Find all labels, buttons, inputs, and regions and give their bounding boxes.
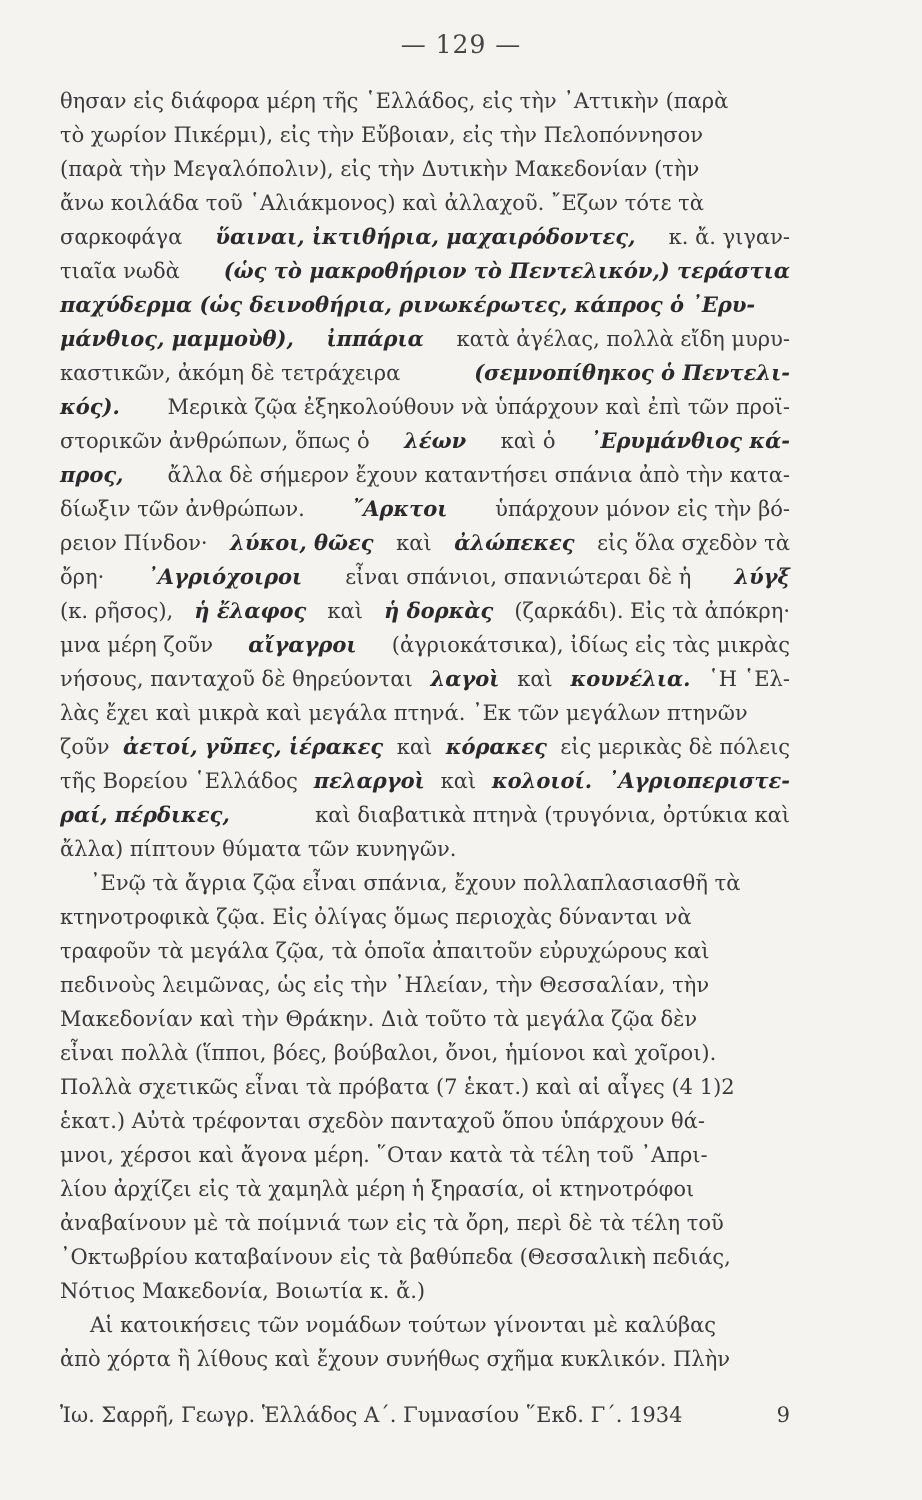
text-segment: (κ. ρῆσος), (60, 599, 174, 623)
text-line (60, 84, 790, 118)
text-segment: Μακεδονίαν καὶ τὴν Θράκην. Διὰ τοῦτο τὰ μεγάλα ζῷα δὲν (60, 1007, 698, 1031)
text-line (60, 186, 790, 220)
text-segment: εἶναι πολλὰ (ἵπποι, βόες, βούβαλοι, ὄνοι, ἡμίονοι καὶ χοῖροι). (60, 1041, 717, 1065)
text-segment: ὑπάρχουν μόνον εἰς τὴν βό- (495, 497, 790, 521)
text-segment: καὶ (440, 769, 477, 793)
text-line (60, 1308, 790, 1342)
text-segment: ἄλλα δὲ σήμερον ἔχουν καταντήσει σπάνια ἀπὸ τὴν κατα- (167, 463, 790, 487)
text-line (60, 696, 790, 730)
bold-term: λύγξ (734, 564, 790, 589)
text-segment: Πολλὰ σχετικῶς εἶναι τὰ πρόβατα (7 ἑκατ.) καὶ αἱ αἶγες (4 1)2 (60, 1075, 735, 1099)
text-segment: (παρὰ τὴν Μεγαλόπολιν), εἰς τὴν Δυτικὴν Μακεδονίαν (τὴν (60, 157, 700, 181)
text-line (60, 458, 790, 492)
bold-term: λέων (404, 428, 467, 453)
bold-term: μάνθιος, μαμμοὺθ), (60, 326, 294, 351)
text-segment: νήσους, πανταχοῦ δὲ θηρεύονται (60, 667, 413, 691)
bold-term: ἡ ἔλαφος (194, 598, 307, 623)
text-segment: ᾿Ενῷ τὰ ἄγρια ζῷα εἶναι σπάνια, ἔχουν πολλαπλασιασθῆ τὰ (90, 871, 741, 895)
text-segment: λὰς ἔχει καὶ μικρὰ καὶ μεγάλα πτηνά. ᾿Εκ τῶν μεγάλων πτηνῶν (60, 701, 748, 725)
text-segment: κατὰ ἀγέλας, πολλὰ εἴδη μυρυ- (456, 327, 790, 351)
text-segment: πεδινοὺς λειμῶνας, ὡς εἰς τὴν ᾿Ηλείαν, τὴν Θεσσαλίαν, τὴν (60, 973, 710, 997)
text-line (60, 968, 790, 1002)
text-line (60, 1206, 790, 1240)
text-line (60, 1172, 790, 1206)
bold-term: λύκοι, θῶες (230, 530, 374, 555)
text-segment: ρειον Πίνδον· (60, 531, 208, 555)
text-line (60, 322, 790, 356)
footer-signature: 9 (776, 1403, 790, 1427)
bold-term: ᾿Αγριοπεριστε- (607, 768, 790, 793)
page-number: — 129 — (400, 30, 522, 59)
text-line (60, 254, 790, 288)
bold-term: αἴγαγροι (248, 632, 357, 657)
text-line (60, 424, 790, 458)
text-line (60, 492, 790, 526)
bold-term: ᾿Αγριόχοιροι (147, 564, 303, 589)
text-segment: καὶ (327, 599, 363, 623)
bold-term: ᾿Ερυμάνθιος κά- (589, 428, 790, 453)
text-line (60, 1138, 790, 1172)
text-segment: καὶ ὁ (500, 429, 556, 453)
footer-line (60, 1398, 790, 1432)
text-segment: καὶ διαβατικὰ πτηνὰ (τρυγόνια, ὀρτύκια καὶ (315, 803, 790, 827)
bold-term: λαγοὶ (430, 666, 500, 691)
text-segment: (ἀγριοκάτσικα), ἰδίως εἰς τὰς μικρὰς (391, 633, 790, 657)
text-line (60, 152, 790, 186)
text-line (60, 356, 790, 390)
bold-term: (σεμνοπίθηκος ὁ Πεντελι- (474, 360, 790, 385)
text-line (60, 118, 790, 152)
text-line (60, 1002, 790, 1036)
text-segment: καὶ (517, 667, 553, 691)
text-segment: Αἱ κατοικήσεις τῶν νομάδων τούτων γίνονται μὲ καλύβας (90, 1313, 717, 1337)
text-segment: εἰς μερικὰς δὲ πόλεις (560, 735, 790, 759)
text-line (60, 866, 790, 900)
text-line (60, 832, 790, 866)
text-segment: ἀπὸ χόρτα ἢ λίθους καὶ ἔχουν συνήθως σχῆμα κυκλικόν. Πλὴν (60, 1347, 731, 1371)
bold-term: ἀλώπεκες (454, 530, 575, 555)
text-line (60, 1240, 790, 1274)
text-line (60, 764, 790, 798)
text-segment: Μερικὰ ζῷα ἐξηκολούθουν νὰ ὑπάρχουν καὶ ἐπὶ τῶν προϊ- (167, 395, 790, 419)
text-segment: θησαν εἰς διάφορα μέρη τῆς ῾Ελλάδος, εἰς τὴν ᾿Αττικὴν (παρὰ (60, 89, 729, 113)
bold-term: (ὡς τὸ μακροθήριον τὸ Πεντελικόν,) τεράστια (223, 258, 790, 283)
text-segment: στορικῶν ἀνθρώπων, ὅπως ὁ (60, 429, 370, 453)
bold-term: ραί, πέρδικες, (60, 802, 230, 827)
bold-term: ὕαιναι, ἰκτιθήρια, μαχαιρόδοντες, (215, 224, 636, 249)
bold-term: προς, (60, 462, 124, 487)
text-segment: δίωξιν τῶν ἀνθρώπων. (60, 497, 305, 521)
text-line (60, 560, 790, 594)
text-segment: καὶ (396, 735, 433, 759)
bold-term: κολοιοί. (491, 768, 593, 793)
text-line (60, 526, 790, 560)
bold-term: ἰππάρια (326, 326, 424, 351)
text-segment: λίου ἀρχίζει εἰς τὰ χαμηλὰ μέρη ἡ ξηρασία, οἱ κτηνοτρόφοι (60, 1177, 695, 1201)
footer-source: Ἰω. Σαρρῆ, Γεωγρ. Ἑλλάδος Α΄. Γυμνασίου ῞Εκδ. Γ΄. 1934 (60, 1403, 683, 1427)
text-line (60, 934, 790, 968)
text-segment: ἄνω κοιλάδα τοῦ ῾Αλιάκμονος) καὶ ἀλλαχοῦ. ῎Εζων τότε τὰ (60, 191, 704, 215)
text-line (60, 798, 790, 832)
text-segment: ἀναβαίνουν μὲ τὰ ποίμνιά των εἰς τὰ ὄρη, περὶ δὲ τὰ τέλη τοῦ (60, 1211, 724, 1235)
text-segment: ἄλλα) πίπτουν θύματα τῶν κυνηγῶν. (60, 837, 457, 861)
text-line (60, 390, 790, 424)
text-segment: τιαῖα νωδὰ (60, 259, 180, 283)
text-segment: κτηνοτροφικὰ ζῷα. Εἰς ὀλίγας ὅμως περιοχὰς δύνανται νὰ (60, 905, 692, 929)
text-segment: σαρκοφάγα (60, 225, 183, 249)
text-segment: εἰς ὅλα σχεδὸν τὰ (597, 531, 790, 555)
bold-term: ἀετοί, γῦπες, ἱέρακες (123, 734, 384, 759)
text-line (60, 594, 790, 628)
bold-term: κουνέλια. (570, 666, 691, 691)
text-line (60, 1274, 790, 1308)
text-segment: τραφοῦν τὰ μεγάλα ζῷα, τὰ ὁποῖα ἀπαιτοῦν εὐρυχώρους καὶ (60, 939, 710, 963)
text-segment: μνα μέρη ζοῦν (60, 633, 213, 657)
text-line (60, 1036, 790, 1070)
text-segment: Νότιος Μακεδονία, Βοιωτία κ. ἄ.) (60, 1279, 426, 1303)
text-segment: (ζαρκάδι). Εἰς τὰ ἀπόκρη· (514, 599, 790, 623)
text-line (60, 1104, 790, 1138)
text-segment: ζοῦν (60, 735, 110, 759)
text-line (60, 288, 790, 322)
text-segment: τῆς Βορείου ῾Ελλάδος (60, 769, 298, 793)
text-line (60, 1070, 790, 1104)
text-line (60, 628, 790, 662)
text-line (60, 662, 790, 696)
page-text (60, 84, 790, 1376)
text-line (60, 1342, 790, 1376)
text-segment: μνοι, χέρσοι καὶ ἄγονα μέρη. ῞Οταν κατὰ τὰ τέλη τοῦ ᾿Απρι- (60, 1143, 708, 1167)
text-segment: τὸ χωρίον Πικέρμι), εἰς τὴν Εὔβοιαν, εἰς τὴν Πελοπόννησον (60, 123, 704, 147)
bold-term: πελαργοὶ (313, 768, 425, 793)
text-segment: ῾Η ῾Ελ- (708, 667, 790, 691)
text-segment: ἑκατ.) Αὐτὰ τρέφονται σχεδὸν πανταχοῦ ὅπου ὑπάρχουν θά- (60, 1109, 705, 1133)
bold-term: παχύδερμα (ὡς δεινοθήρια, ρινωκέρωτες, κάπρος ὁ ᾿Ερυ- (60, 292, 756, 317)
text-line (60, 220, 790, 254)
bold-term: ἡ δορκὰς (384, 598, 494, 623)
text-segment: ὄρη· (60, 565, 105, 589)
text-segment: εἶναι σπάνιοι, σπανιώτεραι δὲ ἡ (345, 565, 692, 589)
text-segment: καὶ (396, 531, 432, 555)
text-segment: ᾿Οκτωβρίου καταβαίνουν εἰς τὰ βαθύπεδα (Θεσσαλικὴ πεδιάς, (60, 1245, 731, 1269)
text-segment: καστικῶν, ἀκόμη δὲ τετράχειρα (60, 361, 401, 385)
bold-term: κός). (60, 394, 120, 419)
text-line (60, 900, 790, 934)
text-segment: κ. ἄ. γιγαν- (668, 225, 790, 249)
bold-term: κόρακες (445, 734, 547, 759)
text-line (60, 730, 790, 764)
bold-term: ῎Αρκτοι (352, 496, 448, 521)
